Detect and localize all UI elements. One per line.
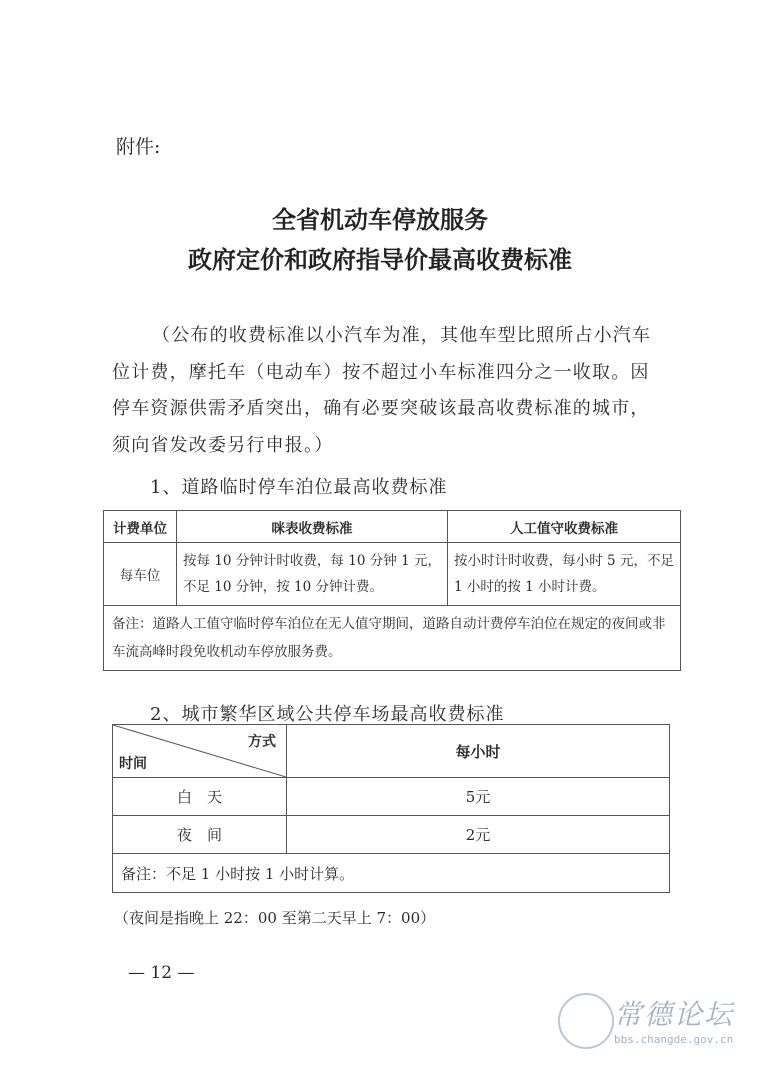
header-time: 时间 <box>119 756 147 772</box>
intro-text: （公布的收费标准以小汽车为准，其他车型比照所占小汽车位计费，摩托车（电动车）按不超过小车标准四分之一收取。因停车资源供需矛盾突出，确有必要突破该最高收费标准的城市，须向省发改委另行申报。） <box>112 325 652 456</box>
header-manual: 人工值守收费标准 <box>448 511 681 543</box>
header-per-hour: 每小时 <box>287 725 670 778</box>
table-row <box>104 543 681 606</box>
page-number: — 12 — <box>128 963 195 983</box>
price-night: 2元 <box>287 816 670 854</box>
section1-note: 备注：道路人工值守临时停车泊位在无人值守期间，道路自动计费停车泊位在规定的夜间或非车流高峰时段免收机动车停放服务费。 <box>104 606 681 671</box>
forum-watermark <box>558 993 748 1057</box>
meter-fee-cell: 按每 10 分钟计时收费，每 10 分钟 1 元，不足 10 分钟，按 10 分钟计费。 <box>177 543 448 606</box>
table-note-row <box>113 854 670 893</box>
diagonal-header-cell <box>113 725 287 778</box>
attachment-label: 附件: <box>116 136 161 158</box>
section1-heading: 1、道路临时停车泊位最高收费标准 <box>150 477 448 498</box>
header-way: 方式 <box>248 734 276 750</box>
document-title-line1: 全省机动车停放服务 <box>272 206 488 234</box>
roadside-parking-table <box>103 510 681 671</box>
public-parking-table <box>112 724 670 893</box>
unit-cell: 每车位 <box>104 543 177 606</box>
intro-paragraph <box>112 318 668 464</box>
table-header-row <box>113 725 670 778</box>
section2-heading: 2、城市繁华区域公共停车场最高收费标准 <box>150 704 505 725</box>
table-header-row <box>104 511 681 543</box>
watermark-title: 常德论坛 <box>614 998 735 1031</box>
price-day: 5元 <box>287 778 670 816</box>
watermark-url: bbs.changde.gov.cn <box>614 1033 734 1046</box>
night-definition-note: （夜间是指晚上 22：00 至第二天早上 7：00） <box>114 909 436 927</box>
forum-seal-icon <box>558 993 614 1049</box>
table-row <box>113 816 670 854</box>
time-day: 白 天 <box>113 778 287 816</box>
section2-note: 备注：不足 1 小时按 1 小时计算。 <box>113 854 670 893</box>
time-night: 夜 间 <box>113 816 287 854</box>
header-meter: 咪表收费标准 <box>177 511 448 543</box>
manual-fee-cell: 按小时计时收费，每小时 5 元，不足 1 小时的按 1 小时计费。 <box>448 543 681 606</box>
header-unit: 计费单位 <box>104 511 177 543</box>
table-note-row <box>104 606 681 671</box>
document-title-line2: 政府定价和政府指导价最高收费标准 <box>188 246 572 274</box>
table-row <box>113 778 670 816</box>
